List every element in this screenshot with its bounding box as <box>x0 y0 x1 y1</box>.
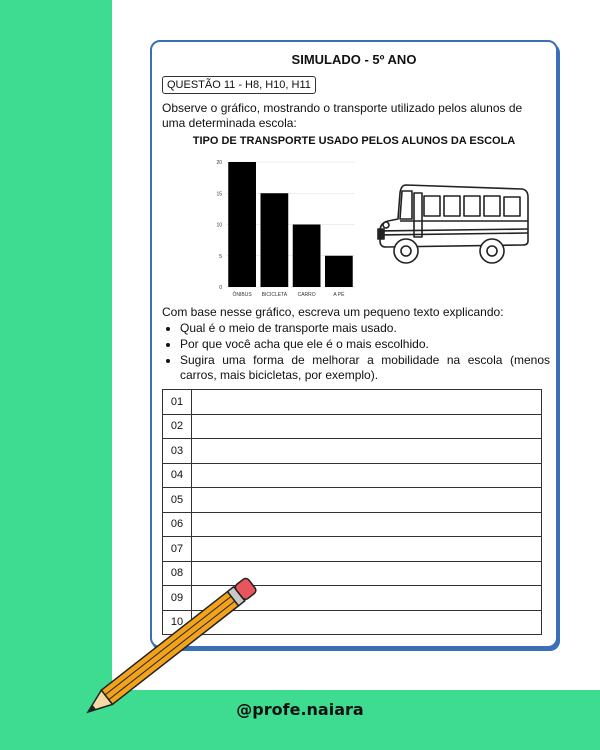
line-number: 01 <box>163 390 192 415</box>
question-prompt: Com base nesse gráfico, escreva um pequeno texto explicando: <box>162 305 504 319</box>
answer-line <box>163 439 542 464</box>
line-number: 07 <box>163 537 192 562</box>
answer-line <box>163 488 542 513</box>
bullet-item: • Sugira uma forma de melhorar a mobilidade na escola (menos carros, mais bicicletas, por exemplo). <box>180 353 550 383</box>
bullet-item: • Por que você acha que ele é o mais escolhido. <box>180 337 550 352</box>
y-tick-label: 10 <box>216 222 222 229</box>
y-tick-label: 20 <box>216 160 222 166</box>
line-number: 10 <box>163 610 192 635</box>
answer-space[interactable] <box>192 537 542 562</box>
x-tick-label: CARRO <box>297 292 316 298</box>
answer-space[interactable] <box>192 512 542 537</box>
line-number: 09 <box>163 586 192 611</box>
school-bus-icon <box>376 179 532 271</box>
answer-space[interactable] <box>192 414 542 439</box>
y-tick-label: 0 <box>219 285 222 291</box>
y-tick-label: 15 <box>216 191 222 198</box>
prompt-bullet-list <box>166 321 550 384</box>
author-handle: @profe.naiara <box>236 700 364 719</box>
answer-space[interactable] <box>192 488 542 513</box>
line-number: 03 <box>163 439 192 464</box>
line-number: 06 <box>163 512 192 537</box>
x-tick-label: ÔNIBUS <box>232 292 252 298</box>
worksheet-card <box>150 40 558 648</box>
answer-line <box>163 512 542 537</box>
answer-space[interactable] <box>192 463 542 488</box>
answer-space[interactable] <box>192 390 542 415</box>
answer-line <box>163 537 542 562</box>
bullet-item: • Qual é o meio de transporte mais usado. <box>180 321 550 336</box>
line-number: 05 <box>163 488 192 513</box>
answer-space[interactable] <box>192 439 542 464</box>
x-tick-label: BICICLETA <box>261 292 288 298</box>
answer-line <box>163 390 542 415</box>
question-intro: Observe o gráfico, mostrando o transporte utilizado pelos alunos de uma determinada escola: <box>162 101 523 130</box>
answer-line <box>163 463 542 488</box>
line-number: 08 <box>163 561 192 586</box>
chart-title: TIPO DE TRANSPORTE USADO PELOS ALUNOS DA ESCOLA <box>192 135 516 147</box>
x-tick-label: A PÉ <box>333 292 345 298</box>
bar-a-pé <box>325 256 353 287</box>
y-tick-label: 5 <box>219 253 222 260</box>
worksheet-title: SIMULADO - 5º ANO <box>291 52 417 67</box>
line-number: 04 <box>163 463 192 488</box>
bar-carro <box>293 225 321 288</box>
bar-ônibus <box>228 162 256 287</box>
line-number: 02 <box>163 414 192 439</box>
question-tag: QUESTÃO 11 - H8, H10, H11 <box>162 76 316 94</box>
bar-bicicleta <box>261 193 289 287</box>
transport-bar-chart <box>210 156 360 298</box>
answer-line <box>163 414 542 439</box>
pencil-icon <box>80 570 260 720</box>
